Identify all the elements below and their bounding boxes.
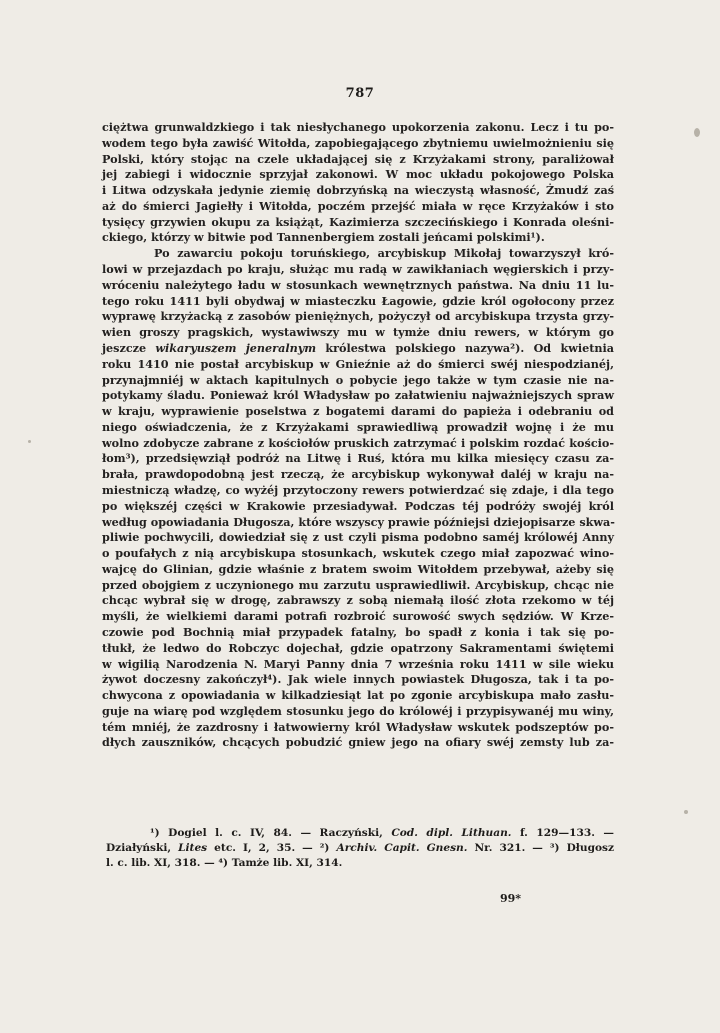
text-line: miestniczą władzę, co wyżéj przytoczony rewers potwierdzać się zdaje, i dla tego: [102, 482, 614, 497]
text-line: dłych zauszników, chcących pobudzić gniew jego na ofiary swéj zemsty lub za-: [102, 735, 614, 750]
paper-speck: [694, 128, 700, 137]
text-line: wyprawę krzyżacką z zasobów pieniężnych, pożyczył od arcybiskupa trzysta grzy-: [102, 309, 614, 324]
text-line: myśli, że wielkiemi darami potrafi rozbroić surowość swych sędziów. W Krze-: [102, 609, 614, 624]
footnote-line: [106, 856, 614, 871]
text-line: aż do śmierci Jagiełły i Witołda, poczém przejść miała w ręce Krzyżaków i sto: [102, 198, 614, 213]
text-line: pliwie pochwycili, dowiedział się z ust czyli pisma podobno saméj królowéj Anny: [102, 530, 614, 545]
main-text: [102, 120, 614, 751]
text-line: i Litwa odzyskała jedynie ziemię dobrzyńską na wieczystą własność, Żmudź zaś: [102, 183, 614, 198]
footnote-segment: f. 129—133. —: [511, 827, 614, 839]
text-line: tego roku 1411 byli obydwaj w miasteczku Łagowie, gdzie król ogołocony przez: [102, 293, 614, 308]
text-line: potykamy śladu. Ponieważ król Władysław po załatwieniu najważniejszych spraw: [102, 388, 614, 403]
text-line: wajcę do Glinian, gdzie właśnie z bratem swoim Witołdem przebywał, ażeby się: [102, 561, 614, 576]
footnote-italic: Lites: [178, 841, 208, 854]
text-line: wodem tego była zawiść Witołda, zapobiegającego zbytniemu uwielmożnieniu się: [102, 135, 614, 150]
footnote-segment: Nr. 321. — ³) Długosz: [467, 841, 615, 854]
printer-signature-mark: 99*: [500, 892, 522, 905]
footnote-segment: l. c. lib. XI, 318. — ⁴) Tamże lib. XI, 314.: [106, 856, 343, 869]
text-line: czowie pod Bochnią miał przypadek fatalny, bo spadł z konia i tak się po-: [102, 625, 614, 639]
text-line: przed obojgiem z uczynionego mu zarzutu usprawiedliwił. Arcybiskup, chcąc nie: [102, 577, 614, 592]
text-line: lowi w przejazdach po kraju, służąc mu radą w zawikłaniach węgierskich i przy-: [102, 262, 614, 277]
text-line: ciężtwa grunwaldzkiego i tak niesłychanego upokorzenia zakonu. Lecz i tu po-: [102, 120, 614, 134]
text-line: wien groszy pragskich, wystawiwszy mu w tymże dniu rewers, w którym go: [102, 325, 614, 340]
footnote-line: [106, 841, 614, 856]
paper-speck: [684, 810, 688, 814]
text-line: w kraju, wyprawienie poselstwa z bogatemi darami do papieża i odebraniu od: [102, 404, 614, 419]
text-line: brała, prawdopodobną jest rzeczą, że arcybiskup wykonywał daléj w kraju na-: [102, 467, 614, 482]
paper-speck: [28, 440, 31, 443]
footnote-segment: ¹) Dogiel l. c. IV, 84. — Raczyński,: [150, 827, 392, 839]
text-line: [102, 341, 614, 357]
text-line: tłukł, że ledwo do Robczyc dojechał, gdzie opatrzony Sakramentami świętemi: [102, 640, 614, 655]
text-line: o poufałych z nią arcybiskupa stosunkach, wskutek czego miał zapozwać wino-: [102, 546, 614, 561]
text-line: guje na wiarę pod względem stosunku jego do królowéj i przypisywanéj mu winy,: [102, 703, 614, 718]
text-line: niego oświadczenia, że z Krzyżakami sprawiedliwą prowadził wojnę i że mu: [102, 419, 614, 434]
footnotes: [106, 826, 614, 870]
footnote-line: [106, 826, 614, 841]
text-segment: jeszcze: [102, 340, 156, 355]
footnote-segment: Działyński,: [106, 841, 179, 854]
page-number: 787: [345, 86, 375, 101]
text-line: chwycona z opowiadania w kilkadziesiąt lat po zgonie arcybiskupa mało zasłu-: [102, 688, 614, 703]
text-line: jej zabiegi i widocznie sprzyjał zakonowi. W moc układu pokojowego Polska: [102, 167, 614, 182]
italic-phrase: wikaryuszem jeneralnym: [155, 340, 317, 355]
text-line: wróceniu należytego ładu w stosunkach wewnętrznych państwa. Na dniu 11 lu-: [102, 277, 614, 292]
text-line: Polski, który stojąc na czele układającej się z Krzyżakami strony, paraliżował: [102, 151, 614, 166]
text-line: wolno zdobycze zabrane z kościołów pruskich zatrzymać i polskim rozdać kościo-: [102, 435, 614, 450]
text-line: roku 1410 nie postał arcybiskup w Gnieźnie aż do śmierci swéj niespodzianéj,: [102, 356, 614, 371]
text-line: przynajmniéj w aktach kapitulnych o pobycie jego także w tym czasie nie na-: [102, 372, 614, 387]
text-line: żywot doczesny zakończył⁴). Jak wiele innych powiastek Długosza, tak i ta po-: [102, 672, 614, 687]
text-line: chcąc wybrał się w drogę, zabrawszy z sobą niemałą ilość złota rzekomo w téj: [102, 593, 614, 608]
footnote-segment: etc. I, 2, 35. — ²): [207, 841, 337, 854]
footnote-italic: Cod. dipl. Lithuan.: [391, 827, 512, 839]
text-line: w wigilią Narodzenia N. Maryi Panny dnia 7 września roku 1411 w sile wieku: [102, 656, 614, 671]
text-line: tém mniéj, że zazdrosny i łatwowierny król Władysław wskutek podszeptów po-: [102, 719, 614, 734]
text-line: ckiego, którzy w bitwie pod Tannenbergiem zostali jeńcami polskimi¹).: [102, 230, 545, 245]
text-line: Po zawarciu pokoju toruńskiego, arcybiskup Mikołaj towarzyszył kró-: [154, 246, 614, 261]
footnote-italic: Archiv. Capit. Gnesn.: [336, 841, 468, 854]
text-line: łom³), przedsięwziął podróż na Litwę i Ruś, która mu kilka miesięcy czasu za-: [102, 451, 614, 466]
text-line: po większéj części w Krakowie przesiadywał. Podczas téj podróży swojéj król: [102, 498, 614, 513]
text-segment: królestwa polskiego nazywa²). Od kwietnia: [316, 340, 614, 355]
text-line: tysięcy grzywien okupu za książąt, Kazimierza szczecińskiego i Konrada oleśni-: [102, 214, 614, 229]
text-line: według opowiadania Długosza, które wszyscy prawie późniejsi dziejopisarze skwa-: [102, 514, 615, 529]
